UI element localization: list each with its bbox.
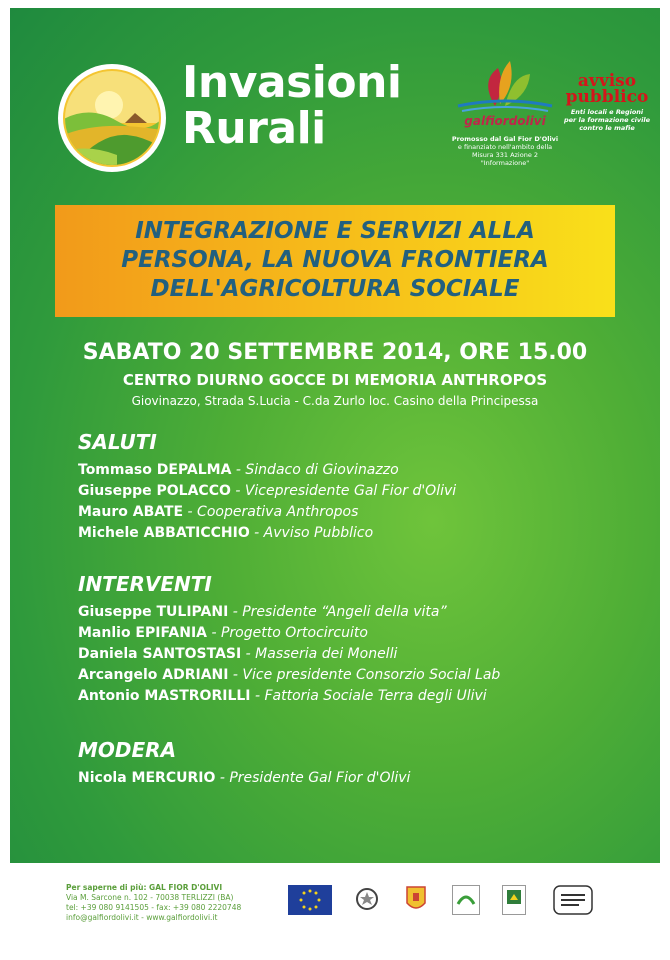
avviso-text-line-1: Enti locali e Regioni — [570, 108, 644, 116]
contact-info — [66, 883, 241, 923]
gal-fior-dolivi-logo — [450, 56, 560, 167]
speaker-name: Giuseppe TULIPANI — [78, 604, 229, 620]
speaker-role: - Cooperativa Anthropos — [183, 504, 359, 520]
event-venue: CENTRO DIURNO GOCCE DI MEMORIA ANTHROPOS — [122, 371, 548, 389]
event-title — [182, 57, 402, 154]
aggiungi-valore-logo-icon — [553, 885, 593, 915]
regione-puglia-icon — [405, 885, 427, 915]
speaker-role: - Progetto Ortocircuito — [207, 625, 368, 641]
speaker-name: Michele ABBATICCHIO — [78, 525, 250, 541]
list-item — [78, 768, 410, 789]
list-item — [78, 602, 500, 623]
speaker-role: - Avviso Pubblico — [249, 525, 374, 541]
speaker-name: Giuseppe POLACCO — [78, 483, 231, 499]
list-item — [78, 481, 456, 502]
speaker-role: - Vicepresidente Gal Fior d'Olivi — [230, 483, 457, 499]
avviso-pubblico-logo — [563, 73, 651, 132]
list-item — [78, 665, 500, 686]
list-item — [78, 460, 456, 481]
avviso-subtitle — [563, 108, 651, 132]
list-item — [78, 502, 456, 523]
speaker-name: Arcangelo ADRIANI — [78, 667, 229, 683]
speaker-role: - Sindaco di Giovinazzo — [231, 462, 399, 478]
avviso-title-line-1: avviso — [577, 71, 637, 91]
modera-section — [78, 738, 410, 789]
speaker-name: Daniela SANTOSTASI — [78, 646, 242, 662]
contact-phone: tel: +39 080 9141505 - fax: +39 080 2220748 — [66, 903, 242, 912]
event-date: SABATO 20 SETTEMBRE 2014, ORE 15.00 — [82, 340, 588, 365]
leader-logo-icon — [502, 885, 526, 915]
saluti-title: SALUTI — [78, 430, 157, 454]
psr-logo-icon — [452, 885, 480, 915]
speaker-name: Antonio MASTRORILLI — [78, 688, 251, 704]
list-item — [78, 623, 500, 644]
speaker-name: Manlio EPIFANIA — [78, 625, 208, 641]
interventi-title: INTERVENTI — [78, 572, 212, 596]
poster — [10, 8, 660, 863]
speaker-role: - Fattoria Sociale Terra degli Ulivi — [250, 688, 487, 704]
italy-emblem-icon — [355, 885, 379, 913]
list-item — [78, 686, 500, 707]
title-line-2: Rurali — [182, 103, 326, 154]
gal-text-line-1: Promosso dal Gal Fior D'Olivi — [451, 135, 559, 143]
banner-line-1: INTEGRAZIONE E SERVIZI ALLA — [135, 218, 535, 244]
banner-line-2: PERSONA, LA NUOVA FRONTIERA — [121, 247, 549, 273]
saluti-section — [78, 430, 456, 544]
interventi-section — [78, 572, 500, 707]
topic-banner — [55, 205, 615, 317]
gal-text-line-3: Misura 331 Azione 2 "Informazione" — [471, 151, 539, 167]
gal-leaves-icon — [450, 56, 560, 114]
gal-name: galfiordolivi — [464, 114, 546, 128]
speaker-name: Nicola MERCURIO — [78, 770, 216, 786]
title-line-1: Invasioni — [182, 57, 402, 108]
banner-text — [55, 217, 615, 304]
list-item — [78, 644, 500, 665]
avviso-text-line-2: per la formazione civile — [563, 116, 651, 124]
avviso-text-line-3: contro le mafie — [579, 124, 635, 132]
speaker-name: Mauro ABATE — [78, 504, 184, 520]
contact-web: info@galfiordolivi.it - www.galfiordolivi.it — [66, 913, 218, 922]
eu-flag-icon — [288, 885, 332, 915]
event-address: Giovinazzo, Strada S.Lucia - C.da Zurlo loc. Casino della Principessa — [131, 394, 539, 408]
avviso-title — [563, 73, 651, 105]
speaker-role: - Vice presidente Consorzio Social Lab — [228, 667, 501, 683]
modera-title: MODERA — [78, 738, 177, 762]
gal-promo-text — [450, 135, 560, 167]
footer — [0, 863, 670, 960]
contact-address: Via M. Sarcone n. 102 - 70038 TERLIZZI (BA) — [66, 893, 234, 902]
invasioni-rurali-logo-icon — [57, 63, 167, 173]
avviso-title-line-2: pubblico — [565, 87, 649, 107]
banner-line-3: DELL'AGRICOLTURA SOCIALE — [150, 276, 520, 302]
speaker-name: Tommaso DEPALMA — [78, 462, 232, 478]
speaker-role: - Presidente Gal Fior d'Olivi — [215, 770, 411, 786]
list-item — [78, 523, 456, 544]
gal-text-line-2: e finanziato nell'ambito della — [457, 143, 553, 151]
speaker-role: - Presidente “Angeli della vita” — [228, 604, 447, 620]
speaker-role: - Masseria dei Monelli — [241, 646, 398, 662]
contact-heading: Per saperne di più: GAL FIOR D'OLIVI — [66, 883, 223, 892]
